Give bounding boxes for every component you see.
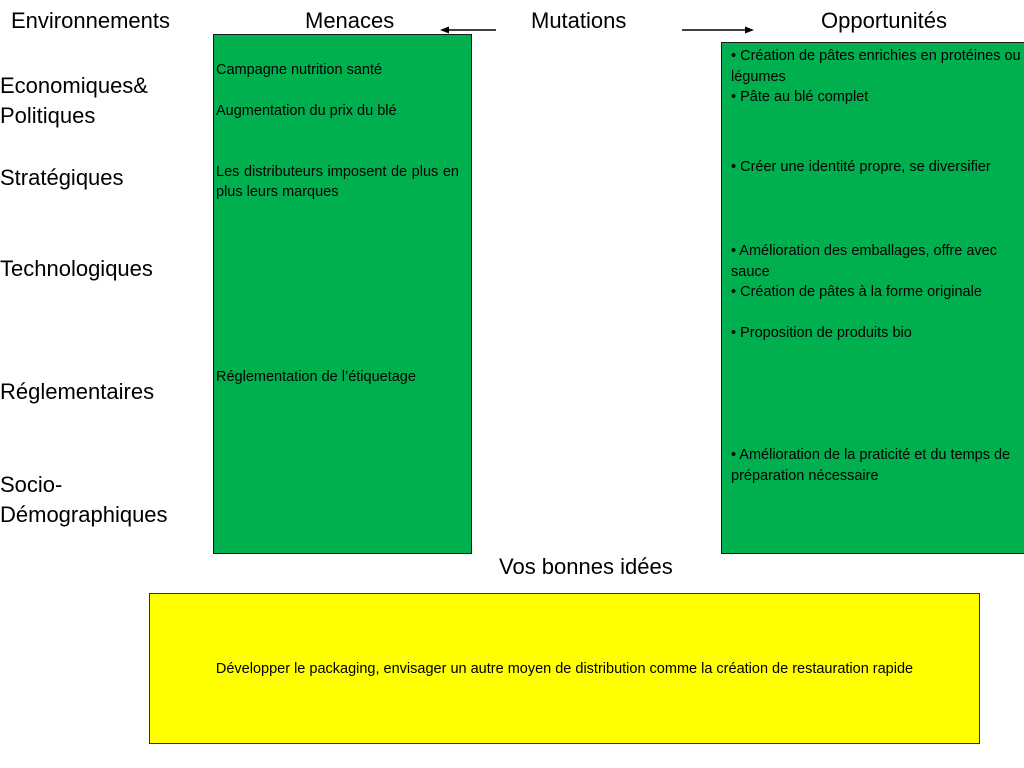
env-socio-demographiques: Socio- Démographiques [0, 472, 168, 527]
header-menaces: Menaces [305, 8, 395, 33]
opportunites-box [721, 42, 1024, 554]
env-reglementaires: Réglementaires [0, 379, 155, 404]
menace-prix-ble: Augmentation du prix du blé [216, 103, 397, 119]
opp-socio [731, 445, 1021, 486]
ideas-title: Vos bonnes idées [499, 554, 673, 579]
menaces-box [213, 34, 472, 554]
list-item: • Création de pâtes enrichies en protéines ou légumes [731, 48, 1021, 85]
header-environnements: Environnements [11, 8, 170, 33]
ideas-box [149, 593, 980, 744]
list-item: • Création de pâtes à la forme originale [731, 284, 982, 300]
list-item: • Amélioration de la praticité et du temps de préparation nécessaire [731, 447, 1011, 484]
list-item [731, 303, 1021, 324]
list-item: • Proposition de produits bio [731, 325, 912, 341]
env-economiques-politiques: Economiques& Politiques [0, 73, 148, 128]
arrow-left-icon [440, 27, 496, 34]
menace-campagne-nutrition: Campagne nutrition santé [216, 62, 383, 78]
env-technologiques: Technologiques [0, 256, 153, 281]
menace-etiquetage: Réglementation de l’étiquetage [216, 369, 416, 385]
env-strategiques: Stratégiques [0, 165, 124, 190]
list-item: • Pâte au blé complet [731, 89, 869, 105]
ideas-text: Développer le packaging, envisager un autre moyen de distribution comme la création de restauration rapide [215, 660, 914, 677]
opp-technologiques [731, 241, 1021, 344]
list-item: • Créer une identité propre, se diversifier [731, 159, 991, 175]
menace-distributeurs: Les distributeurs imposent de plus en plus leurs marques [216, 164, 459, 200]
header-opportunites: Opportunités [821, 8, 947, 33]
list-item: • Amélioration des emballages, offre avec sauce [731, 243, 997, 280]
opp-strategiques [731, 157, 1021, 178]
header-mutations: Mutations [531, 8, 627, 33]
arrow-right-icon [682, 27, 754, 34]
opp-economiques [731, 46, 1021, 108]
